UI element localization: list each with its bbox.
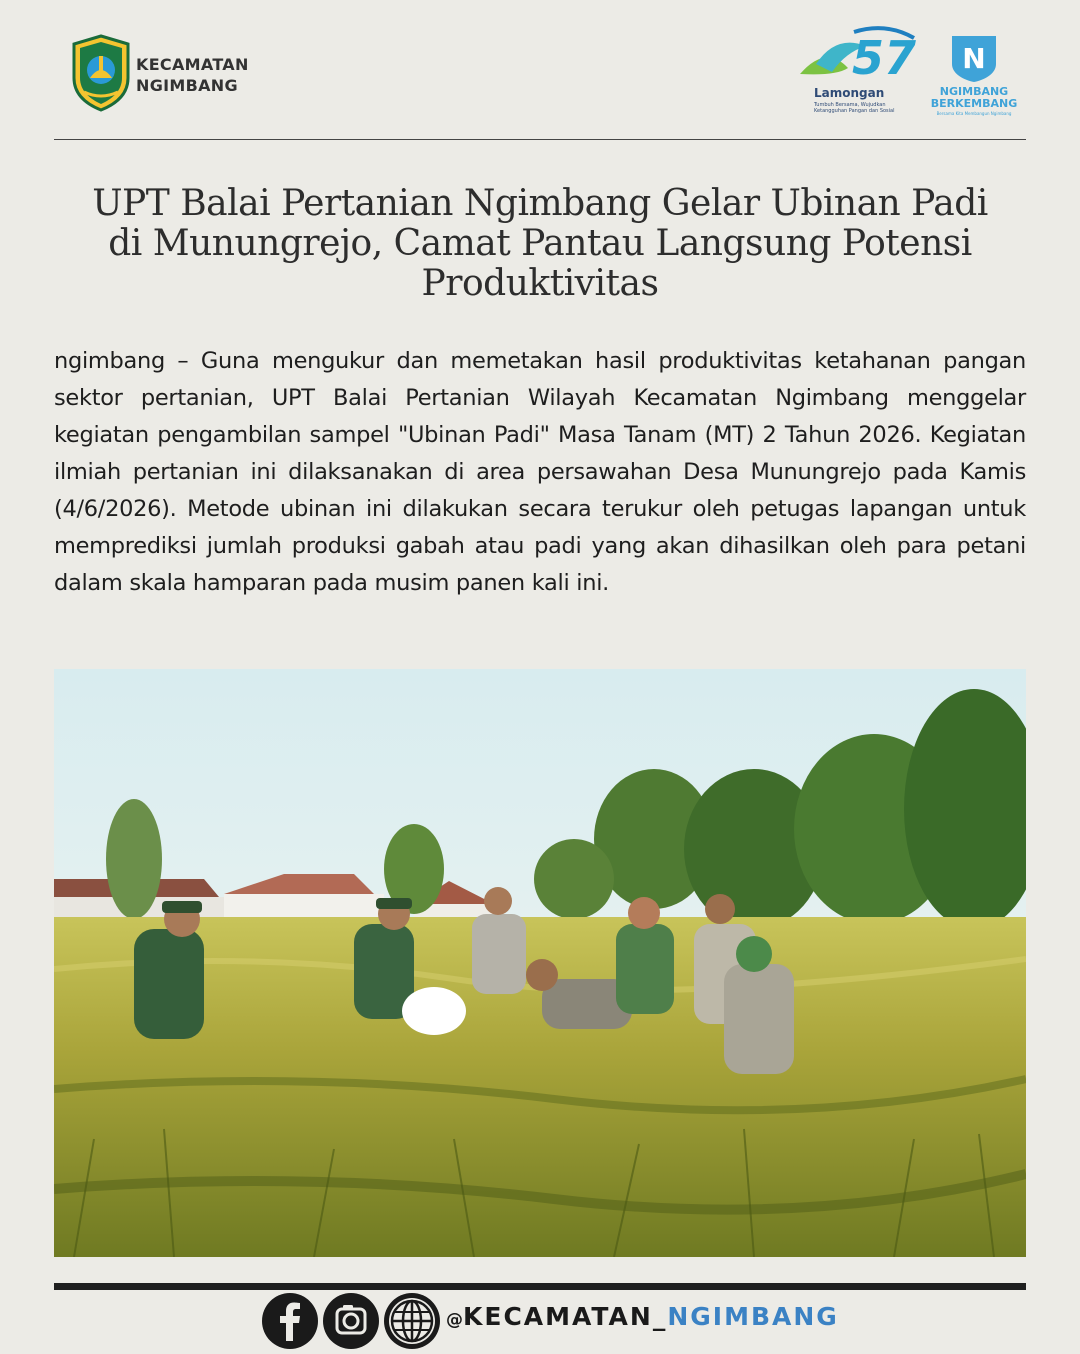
handle-at-symbol: @ — [446, 1310, 463, 1330]
footer-divider — [54, 1283, 1026, 1290]
campaign-line-2: BERKEMBANG — [930, 97, 1018, 110]
handle-part-2: NGIMBANG — [667, 1302, 839, 1331]
anniversary-tagline: Tumbuh Bersama, Wujudkan Ketangguhan Pangan dan Sosial — [814, 102, 895, 114]
anniversary-mark-graphic — [796, 24, 926, 88]
brand-line-1: KECAMATAN — [136, 55, 249, 74]
social-handle[interactable] — [446, 1302, 839, 1331]
article-title: UPT Balai Pertanian Ngimbang Gelar Ubinan Padi di Munungrejo, Camat Pantau Langsung Potensi Produktivitas — [92, 183, 988, 304]
kecamatan-emblem-logo — [70, 34, 132, 112]
header-divider — [54, 139, 1026, 140]
campaign-title — [926, 86, 1022, 110]
anniversary-number: 57 — [852, 31, 917, 85]
article-body: ngimbang – Guna mengukur dan memetakan hasil produktivitas ketahanan pangan sektor pertanian, UPT Balai Pertanian Wilayah Kecamatan Ngimbang menggelar kegiatan pengambilan sampel "Ubinan Padi" Masa Tanam (MT) 2 Tahun 2026. Kegiatan ilmiah pertanian ini dilaksanakan di area persawahan Desa Munungrejo pada Kamis (4/6/2026). Metode ubinan ini dilakukan secara terukur oleh petugas lapangan untuk memprediksi jumlah produksi gabah atau padi yang akan dihasilkan oleh para petani dalam skala hamparan pada musim panen kali ini. — [54, 348, 1026, 596]
brand-line-2: NGIMBANG — [136, 76, 238, 95]
globe-icon[interactable] — [384, 1293, 440, 1349]
page-header — [54, 30, 1026, 130]
campaign-tagline: Bersama Kita Membangun Ngimbang — [936, 111, 1012, 116]
instagram-icon[interactable] — [323, 1293, 379, 1349]
handle-part-1: KECAMATAN_ — [463, 1302, 668, 1331]
ngimbang-berkembang-logo — [926, 34, 1022, 124]
campaign-letter: N — [962, 42, 986, 75]
facebook-icon[interactable] — [262, 1293, 318, 1349]
shield-n-icon — [926, 34, 1022, 84]
lamongan-anniversary-logo — [796, 24, 926, 124]
article-photo — [54, 669, 1026, 1257]
footer — [262, 1292, 862, 1350]
campaign-line-1: NGIMBANG — [939, 85, 1009, 98]
brand-name — [136, 54, 249, 96]
anniversary-caption: Lamongan — [814, 86, 885, 100]
